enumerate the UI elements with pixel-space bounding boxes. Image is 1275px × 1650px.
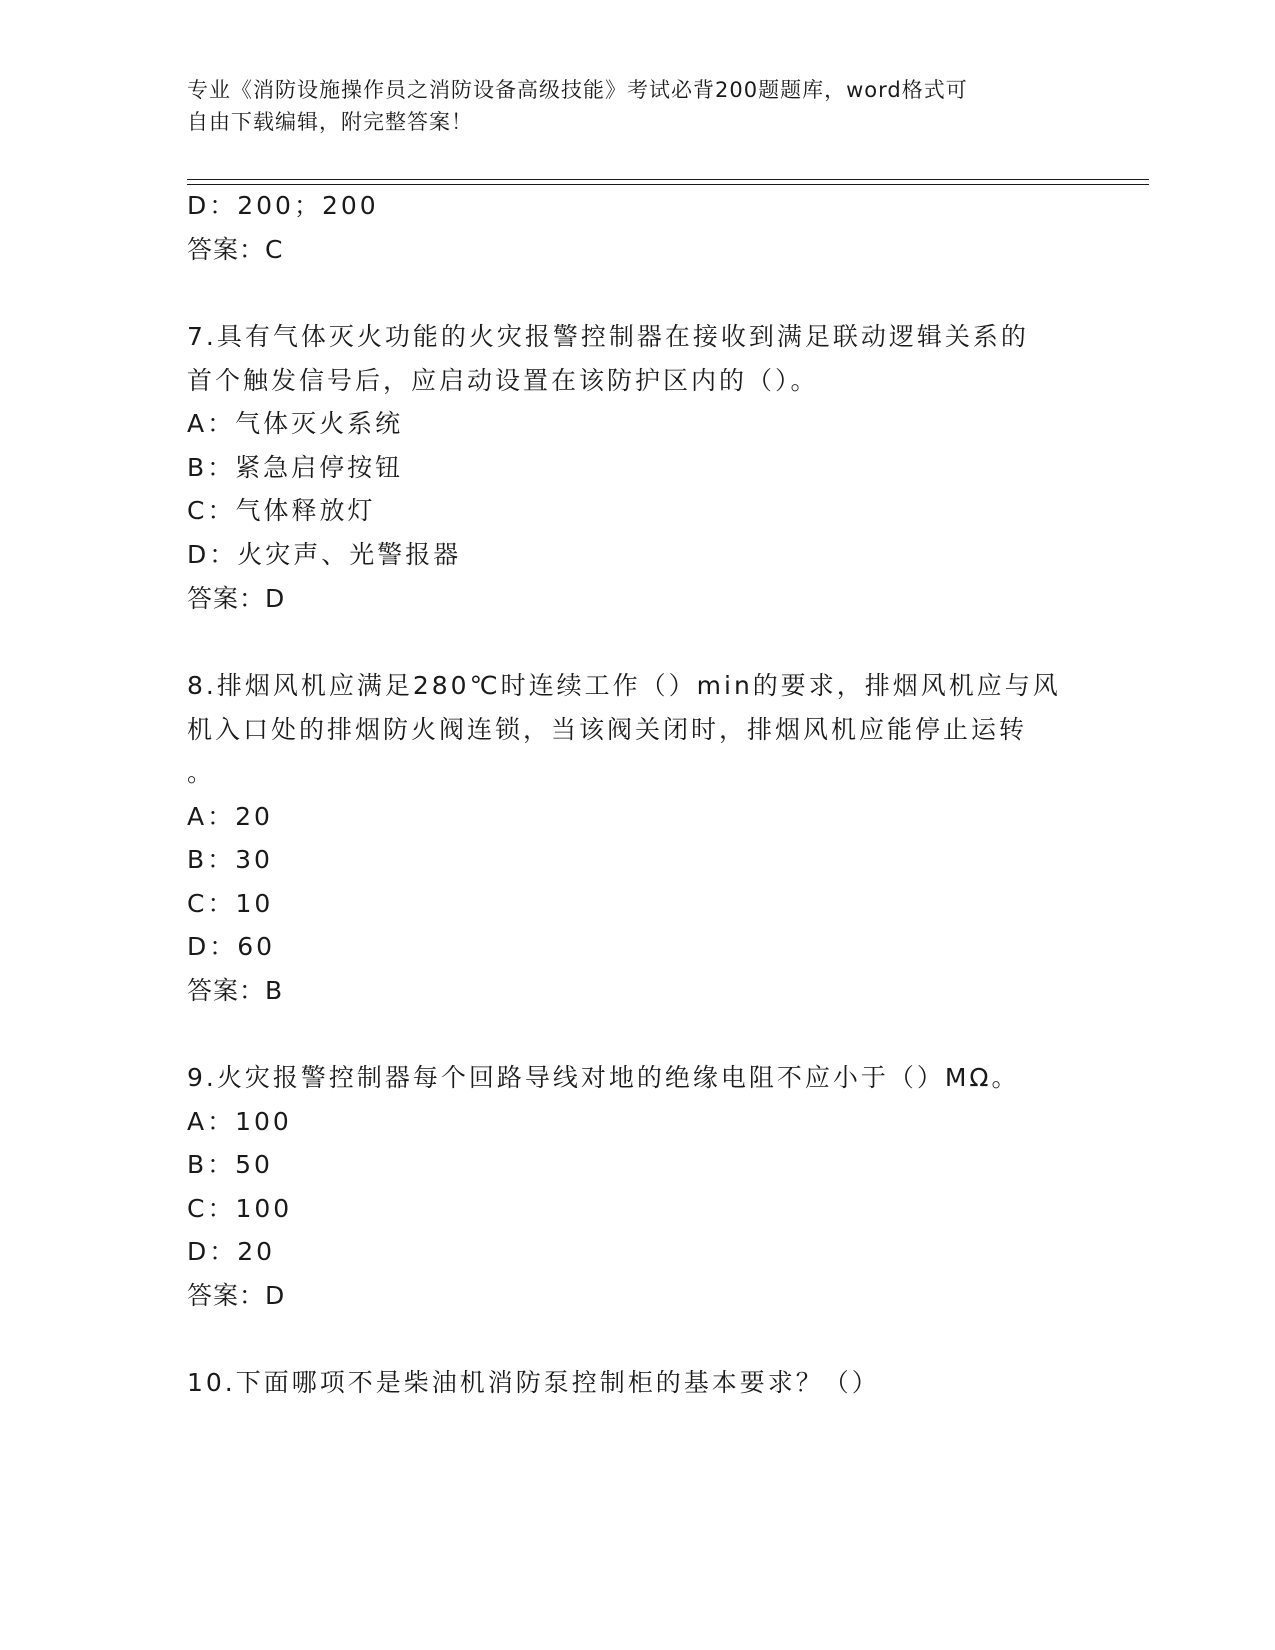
q8-option-d: D：60 xyxy=(187,932,276,961)
q8-stem-line-1: 8.排烟风机应满足280℃时连续工作（）min的要求，排烟风机应与风 xyxy=(187,671,1061,700)
header-title-line-2: 自由下载编辑，附完整答案！ xyxy=(187,110,473,134)
q8-option-a: A：20 xyxy=(187,802,273,831)
q9-stem-line-1: 9.火灾报警控制器每个回路导线对地的绝缘电阻不应小于（）MΩ。 xyxy=(187,1063,1020,1092)
q7-option-c: C：气体释放灯 xyxy=(187,496,376,525)
q10-stem-line-1: 10.下面哪项不是柴油机消防泵控制柜的基本要求？（） xyxy=(187,1368,880,1397)
q8-stem-line-3: 。 xyxy=(187,758,216,787)
q9-option-b: B：50 xyxy=(187,1150,273,1179)
document-header xyxy=(187,74,1067,138)
header-divider-top xyxy=(187,179,1149,180)
q8-option-c: C：10 xyxy=(187,889,274,918)
q8-option-b: B：30 xyxy=(187,845,273,874)
q7-option-d: D：火灾声、光警报器 xyxy=(187,540,462,569)
prev-answer: 答案：C xyxy=(187,235,284,264)
q9-option-c: C：100 xyxy=(187,1194,293,1223)
q8-answer: 答案：B xyxy=(187,976,284,1005)
header-divider-bottom xyxy=(187,184,1149,185)
prev-option-d: D：200；200 xyxy=(187,191,379,220)
q8-stem-line-2: 机入口处的排烟防火阀连锁，当该阀关闭时，排烟风机应能停止运转 xyxy=(187,715,1028,744)
header-title-line-1: 专业《消防设施操作员之消防设备高级技能》考试必背200题题库，word格式可 xyxy=(187,78,968,102)
q9-answer: 答案：D xyxy=(187,1281,286,1310)
q7-answer: 答案：D xyxy=(187,584,286,613)
q7-stem-line-2: 首个触发信号后，应启动设置在该防护区内的（）。 xyxy=(187,366,819,395)
q9-option-a: A：100 xyxy=(187,1107,292,1136)
q7-option-a: A：气体灭火系统 xyxy=(187,409,404,438)
q7-option-b: B：紧急启停按钮 xyxy=(187,453,404,482)
q7-stem-line-1: 7.具有气体灭火功能的火灾报警控制器在接收到满足联动逻辑关系的 xyxy=(187,322,1029,351)
q9-option-d: D：20 xyxy=(187,1237,276,1266)
